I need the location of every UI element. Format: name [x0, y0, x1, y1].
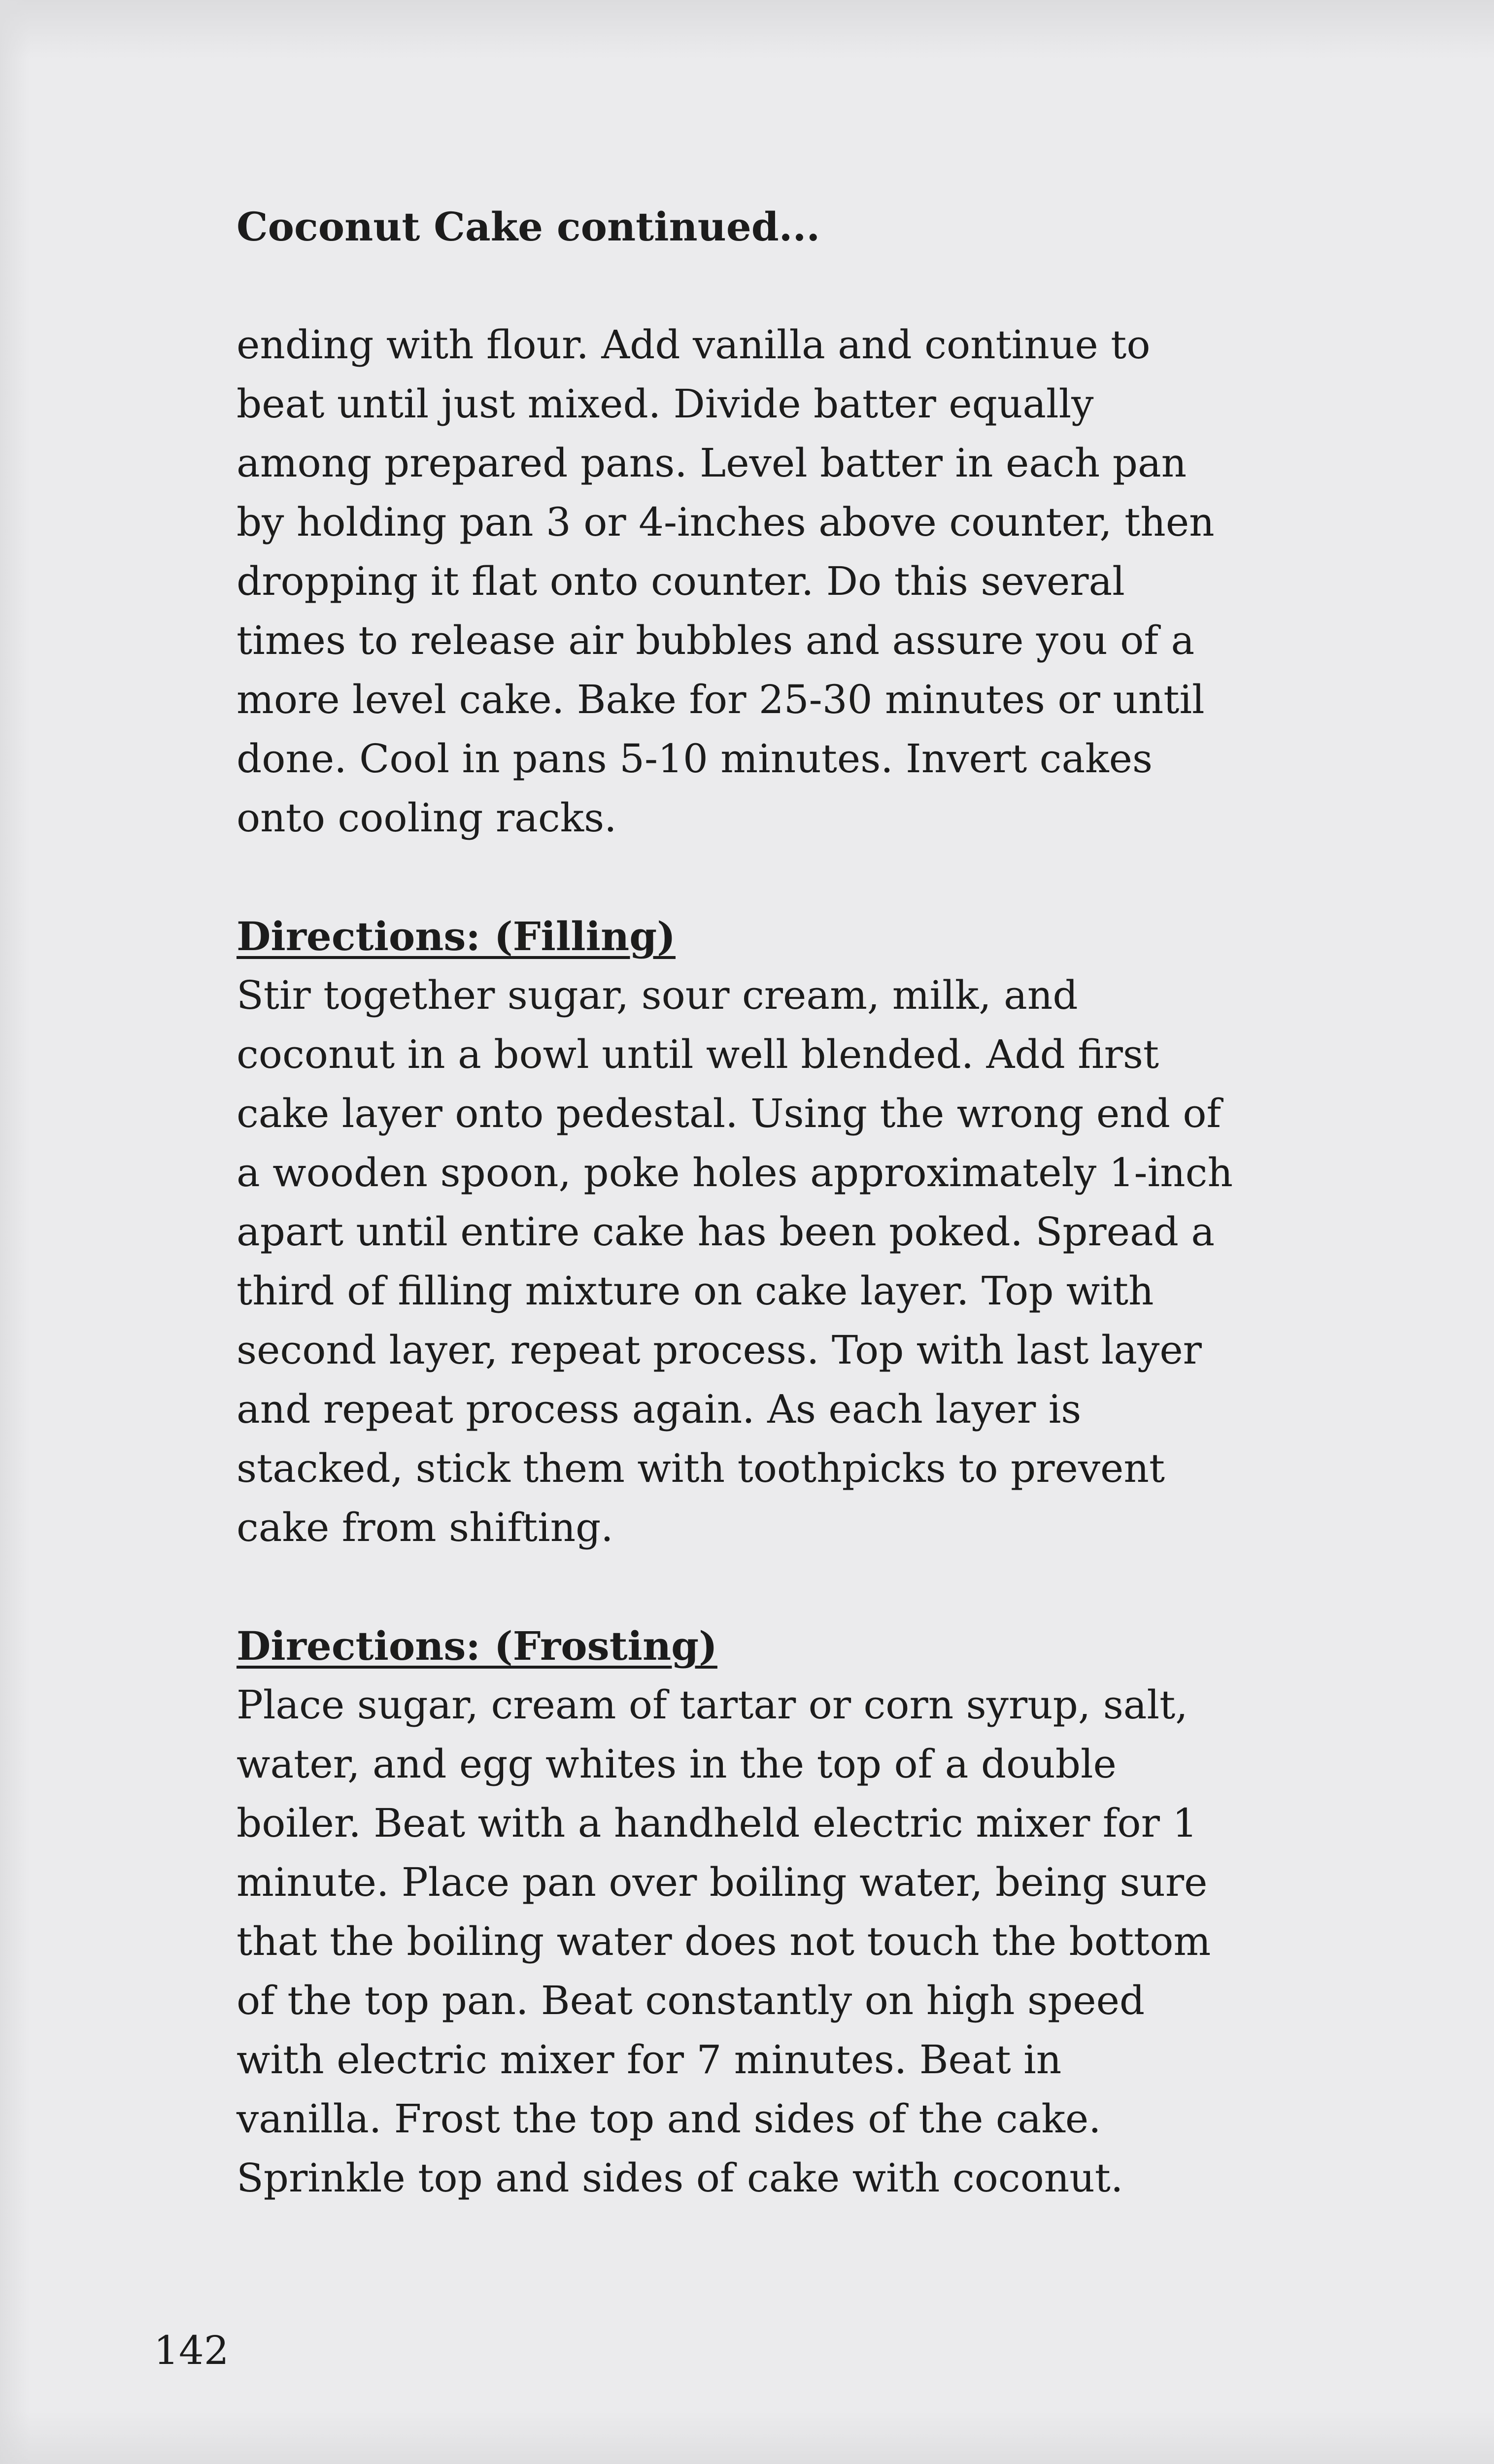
- text-line: stacked, stick them with toothpicks to prevent: [237, 1445, 1165, 1491]
- filling-paragraph: [237, 966, 1380, 1557]
- text-line: Stir together sugar, sour cream, milk, and: [237, 972, 1078, 1018]
- page-shadow-top: [0, 0, 1494, 59]
- text-line: Place sugar, cream of tartar or corn syrup, salt,: [237, 1682, 1188, 1728]
- text-line: ending with flour. Add vanilla and continue to: [237, 322, 1151, 368]
- text-line: boiler. Beat with a handheld electric mixer for 1: [237, 1800, 1198, 1846]
- paragraph-gap: [237, 1557, 1380, 1616]
- text-line: by holding pan 3 or 4-inches above counter, then: [237, 499, 1215, 545]
- paragraph-gap: [237, 848, 1380, 907]
- text-line: with electric mixer for 7 minutes. Beat in: [237, 2037, 1062, 2083]
- text-line: onto cooling racks.: [237, 795, 617, 841]
- text-line: vanilla. Frost the top and sides of the cake.: [237, 2096, 1101, 2142]
- text-line: cake layer onto pedestal. Using the wrong end of: [237, 1091, 1222, 1136]
- text-line: water, and egg whites in the top of a double: [237, 1741, 1117, 1787]
- text-line: cake from shifting.: [237, 1505, 613, 1550]
- text-line: a wooden spoon, poke holes approximately 1-inch: [237, 1150, 1233, 1196]
- text-line: among prepared pans. Level batter in each pan: [237, 440, 1187, 486]
- text-line: of the top pan. Beat constantly on high speed: [237, 1978, 1145, 2023]
- filling-heading: Directions: (Filling): [237, 913, 676, 959]
- page-shadow-bottom: [0, 2411, 1494, 2464]
- page-shadow-left: [0, 0, 30, 2464]
- text-line: second layer, repeat process. Top with last layer: [237, 1327, 1202, 1373]
- text-line: that the boiling water does not touch the bottom: [237, 1918, 1211, 1964]
- text-line: Sprinkle top and sides of cake with coconut.: [237, 2155, 1123, 2201]
- recipe-title: Coconut Cake continued...: [237, 204, 820, 250]
- text-line: apart until entire cake has been poked. Spread a: [237, 1209, 1215, 1255]
- frosting-paragraph: [237, 1676, 1380, 2208]
- text-line: dropping it flat onto counter. Do this several: [237, 558, 1125, 604]
- text-line: third of filling mixture on cake layer. Top with: [237, 1268, 1154, 1314]
- text-line: coconut in a bowl until well blended. Add first: [237, 1031, 1159, 1077]
- page-content: [237, 197, 1380, 2208]
- page-number: 142: [154, 2327, 229, 2373]
- text-line: beat until just mixed. Divide batter equally: [237, 381, 1094, 427]
- frosting-heading: Directions: (Frosting): [237, 1623, 717, 1669]
- text-line: times to release air bubbles and assure you of a: [237, 617, 1195, 663]
- text-line: done. Cool in pans 5-10 minutes. Invert cakes: [237, 736, 1153, 782]
- text-line: more level cake. Bake for 25-30 minutes or until: [237, 677, 1205, 722]
- text-line: minute. Place pan over boiling water, being sure: [237, 1859, 1208, 1905]
- text-line: and repeat process again. As each layer is: [237, 1386, 1082, 1432]
- intro-paragraph: [237, 315, 1380, 848]
